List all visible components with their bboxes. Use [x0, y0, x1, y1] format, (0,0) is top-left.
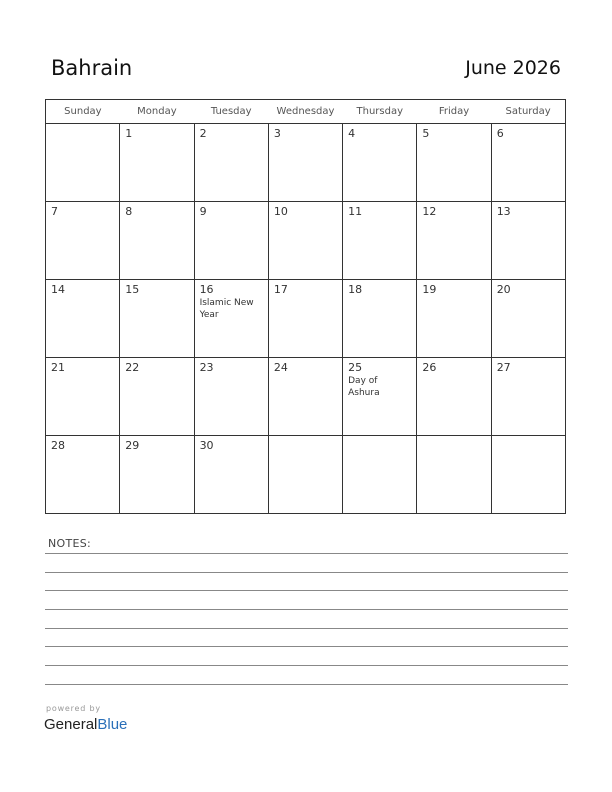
- day-number: 15: [125, 283, 140, 296]
- day-number: 23: [199, 361, 214, 374]
- day-number: 9: [199, 205, 207, 218]
- day-number: 18: [348, 283, 363, 296]
- day-number: 30: [199, 439, 214, 452]
- day-number: 10: [273, 205, 288, 218]
- week-row: [46, 124, 566, 202]
- day-cell: [417, 124, 491, 202]
- brand-general: General: [44, 716, 98, 733]
- day-cell: [417, 280, 491, 358]
- note-line: [45, 646, 568, 647]
- day-number: 6: [496, 127, 504, 140]
- month-title: June 2026: [465, 57, 561, 79]
- day-number: 28: [51, 439, 65, 452]
- day-cell: [343, 202, 417, 280]
- day-cell: [491, 358, 565, 436]
- day-number: 25: [348, 361, 363, 374]
- day-cell: [417, 202, 491, 280]
- note-line: [45, 684, 568, 685]
- day-cell: [417, 358, 491, 436]
- day-number: 1: [125, 127, 133, 140]
- day-cell: [491, 124, 565, 202]
- calendar-grid: [45, 99, 566, 514]
- day-cell: [491, 202, 565, 280]
- note-line: [45, 609, 568, 610]
- week-row: [46, 280, 566, 358]
- day-number: 13: [496, 205, 511, 218]
- day-cell: [46, 124, 120, 202]
- day-number: 7: [51, 205, 58, 218]
- generalblue-logo[interactable]: [44, 716, 127, 733]
- day-cell: [491, 280, 565, 358]
- day-cell: [268, 436, 342, 514]
- note-line: [45, 665, 568, 666]
- day-cell: [268, 358, 342, 436]
- day-cell: [343, 436, 417, 514]
- note-line: [45, 553, 568, 554]
- day-number: 17: [273, 283, 288, 296]
- day-cell: [417, 436, 491, 514]
- day-number: 8: [125, 205, 133, 218]
- day-cell: [491, 436, 565, 514]
- day-cell: [343, 280, 417, 358]
- day-cell: [120, 202, 194, 280]
- weekday-tuesday: Tuesday: [194, 100, 268, 124]
- weekday-wednesday: Wednesday: [268, 100, 342, 124]
- day-number: 22: [125, 361, 140, 374]
- day-number: 14: [51, 283, 65, 296]
- powered-by-text: powered by: [46, 704, 101, 713]
- day-number: 21: [51, 361, 65, 374]
- day-cell: [194, 436, 268, 514]
- day-cell: [268, 202, 342, 280]
- weekday-header-row: [46, 100, 566, 124]
- day-cell: [46, 358, 120, 436]
- day-number: 19: [422, 283, 437, 296]
- day-cell: [194, 124, 268, 202]
- day-cell: [46, 436, 120, 514]
- day-number: 11: [348, 205, 363, 218]
- weekday-sunday: Sunday: [46, 100, 120, 124]
- day-cell: [268, 124, 342, 202]
- day-number: 29: [125, 439, 140, 452]
- week-row: [46, 436, 566, 514]
- day-number: 4: [348, 127, 356, 140]
- brand-blue: Blue: [97, 716, 128, 733]
- day-number: 26: [422, 361, 437, 374]
- weekday-saturday: Saturday: [491, 100, 565, 124]
- notes-label: NOTES:: [48, 537, 92, 550]
- day-number: 16: [199, 283, 214, 296]
- day-cell: [46, 202, 120, 280]
- day-cell: [268, 280, 342, 358]
- day-number: 12: [422, 205, 437, 218]
- note-line: [45, 572, 568, 573]
- day-cell: [194, 202, 268, 280]
- day-cell: [120, 124, 194, 202]
- day-cell: [120, 436, 194, 514]
- day-cell: [343, 124, 417, 202]
- holiday-label: Day of Ashura: [348, 376, 380, 398]
- day-cell: [343, 358, 417, 436]
- note-line: [45, 628, 568, 629]
- day-number: 3: [273, 127, 281, 140]
- day-cell: [46, 280, 120, 358]
- holiday-label: Islamic New Year: [199, 298, 254, 320]
- week-row: [46, 358, 566, 436]
- day-number: 2: [199, 127, 207, 140]
- note-line: [45, 590, 568, 591]
- day-number: 5: [422, 127, 430, 140]
- day-number: 20: [496, 283, 511, 296]
- country-title: Bahrain: [51, 56, 133, 80]
- day-cell: [194, 280, 268, 358]
- weekday-friday: Friday: [417, 100, 491, 124]
- day-cell: [120, 280, 194, 358]
- day-cell: [194, 358, 268, 436]
- week-row: [46, 202, 566, 280]
- weekday-monday: Monday: [120, 100, 194, 124]
- day-number: 24: [273, 361, 288, 374]
- day-cell: [120, 358, 194, 436]
- day-number: 27: [496, 361, 511, 374]
- weekday-thursday: Thursday: [343, 100, 417, 124]
